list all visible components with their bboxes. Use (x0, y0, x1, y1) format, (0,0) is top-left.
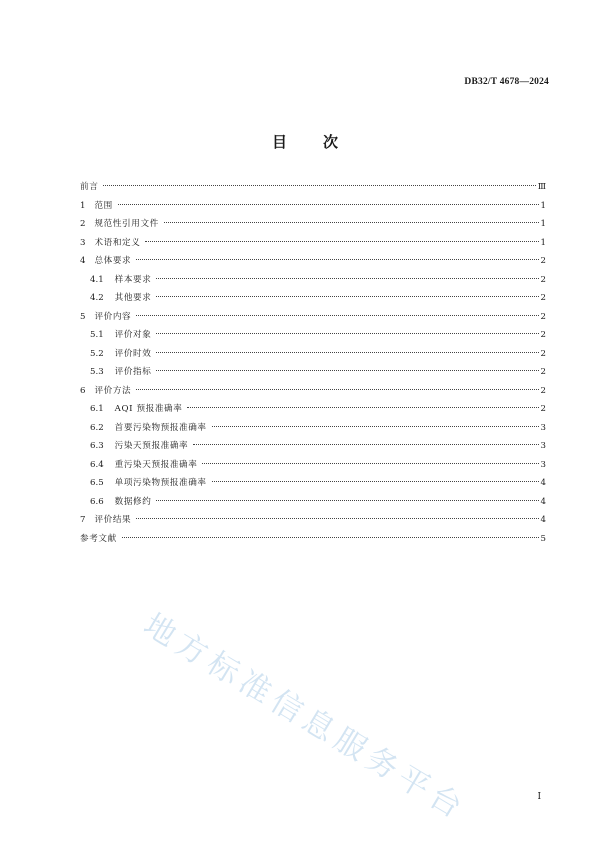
toc-entry[interactable] (80, 493, 546, 512)
toc-entry[interactable] (80, 215, 546, 234)
toc-entry-page: 2 (540, 404, 546, 414)
toc-dot-leader (164, 222, 539, 223)
page-title-char-1: 目 (271, 133, 289, 151)
toc-entry-title: 首要污染物预报准确率 (114, 422, 207, 433)
toc-entry-number: 5.3 (90, 367, 104, 377)
toc-entry-title: 参考文献 (80, 533, 117, 544)
toc-entry-number: 7 (80, 515, 86, 525)
toc-entry-title: 其他要求 (114, 293, 152, 303)
document-code: DB32/T 4678—2024 (464, 77, 549, 87)
toc-entry-page: 3 (540, 459, 546, 470)
toc-entry-page: Ⅲ (537, 182, 546, 192)
toc-entry-page: 3 (540, 422, 546, 433)
toc-entry[interactable] (80, 178, 546, 197)
toc-entry-title: 评价对象 (114, 330, 152, 340)
toc-dot-leader (136, 315, 538, 316)
toc-dot-leader (156, 333, 538, 334)
toc-entry-page: 2 (540, 293, 546, 303)
toc-entry-title: 单项污染物预报准确率 (114, 478, 207, 488)
toc-dot-leader (202, 463, 538, 464)
toc-entry-number: 3 (80, 237, 86, 248)
table-of-contents (80, 178, 546, 548)
toc-entry-page: 1 (540, 237, 546, 248)
toc-dot-leader (122, 537, 539, 538)
toc-entry-page: 2 (540, 385, 546, 396)
watermark: 地方标准信息服务平台 (137, 606, 474, 829)
toc-dot-leader (156, 296, 538, 297)
toc-entry-title: AQI 预报准确率 (114, 404, 183, 414)
toc-entry-title: 样本要求 (114, 274, 152, 285)
toc-entry-title: 评价内容 (94, 311, 132, 322)
toc-dot-leader (136, 518, 538, 519)
toc-entry-title: 评价方法 (94, 385, 132, 396)
toc-entry-page: 2 (540, 348, 546, 359)
toc-entry[interactable] (80, 474, 546, 493)
toc-entry-number: 1 (80, 200, 86, 211)
toc-entry[interactable] (80, 234, 546, 253)
toc-entry[interactable] (80, 363, 546, 382)
toc-entry-page: 2 (540, 311, 546, 322)
toc-entry-title: 重污染天预报准确率 (114, 459, 198, 470)
toc-dot-leader (136, 389, 538, 390)
toc-entry-number: 6.2 (90, 422, 104, 433)
toc-dot-leader (136, 259, 538, 260)
toc-entry-page: 4 (540, 496, 546, 507)
toc-entry-number: 6.3 (90, 441, 104, 451)
toc-entry-page: 5 (540, 533, 546, 544)
toc-entry-number: 6.4 (90, 459, 104, 470)
toc-entry-number: 4.2 (90, 293, 104, 303)
toc-entry[interactable] (80, 382, 546, 401)
toc-entry-title: 规范性引用文件 (94, 219, 159, 229)
toc-entry[interactable] (80, 511, 546, 530)
toc-entry-number: 6.5 (90, 478, 104, 488)
toc-entry[interactable] (80, 419, 546, 438)
toc-entry-page: 2 (540, 330, 546, 340)
toc-entry-title: 评价指标 (114, 367, 152, 377)
toc-entry[interactable] (80, 345, 546, 364)
toc-dot-leader (212, 426, 539, 427)
toc-entry[interactable] (80, 400, 546, 419)
toc-entry-page: 1 (540, 219, 546, 229)
toc-dot-leader (187, 407, 538, 408)
toc-dot-leader (212, 481, 539, 482)
toc-entry[interactable] (80, 252, 546, 271)
toc-entry[interactable] (80, 197, 546, 216)
toc-dot-leader (156, 352, 538, 353)
toc-entry-number: 4 (80, 256, 86, 266)
toc-entry-number: 5.1 (90, 330, 104, 340)
toc-entry-page: 2 (540, 256, 546, 266)
toc-entry-title: 总体要求 (94, 256, 132, 266)
toc-entry-number: 2 (80, 219, 86, 229)
toc-entry-number: 5.2 (90, 348, 104, 359)
toc-entry-page: 2 (540, 274, 546, 285)
toc-entry-title: 数据修约 (114, 496, 152, 507)
toc-entry-number: 4.1 (90, 274, 104, 285)
page-title (0, 131, 612, 152)
toc-entry-title: 前言 (80, 182, 99, 192)
toc-entry[interactable] (80, 271, 546, 290)
toc-dot-leader (103, 185, 535, 186)
toc-entry-title: 范围 (94, 200, 113, 211)
toc-entry-page: 4 (540, 515, 546, 525)
toc-entry[interactable] (80, 437, 546, 456)
toc-entry-number: 6.6 (90, 496, 104, 507)
toc-entry-page: 1 (540, 200, 546, 211)
toc-entry[interactable] (80, 326, 546, 345)
toc-entry[interactable] (80, 289, 546, 308)
toc-entry-number: 6 (80, 385, 86, 396)
toc-entry[interactable] (80, 456, 546, 475)
toc-entry[interactable] (80, 530, 546, 549)
toc-dot-leader (145, 241, 538, 242)
toc-entry-page: 4 (540, 478, 546, 488)
page-title-char-2: 次 (323, 133, 341, 151)
toc-entry-title: 术语和定义 (94, 237, 141, 248)
toc-entry[interactable] (80, 308, 546, 327)
toc-dot-leader (156, 500, 538, 501)
toc-entry-number: 5 (80, 311, 86, 322)
toc-dot-leader (118, 204, 539, 205)
toc-dot-leader (193, 444, 538, 445)
toc-entry-page: 2 (540, 367, 546, 377)
toc-entry-title: 评价结果 (94, 515, 132, 525)
toc-entry-title: 评价时效 (114, 348, 152, 359)
toc-entry-title: 污染天预报准确率 (114, 441, 189, 451)
toc-dot-leader (156, 278, 538, 279)
toc-dot-leader (156, 370, 538, 371)
toc-entry-page: 3 (540, 441, 546, 451)
toc-entry-number: 6.1 (90, 404, 104, 414)
page-number: I (537, 792, 541, 802)
